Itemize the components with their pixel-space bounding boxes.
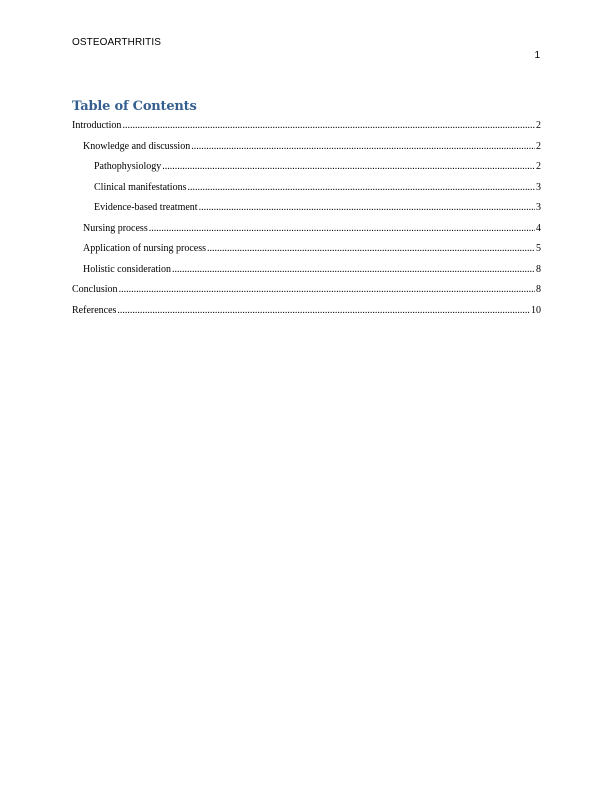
toc-entry-page: 8 xyxy=(536,263,541,275)
toc-entry-page: 4 xyxy=(536,222,541,234)
toc-dot-leader xyxy=(187,181,535,194)
toc-dot-leader xyxy=(122,119,535,132)
toc-dot-leader xyxy=(172,263,535,276)
toc-entry-application-of-nursing-process[interactable] xyxy=(72,242,541,263)
toc-dot-leader xyxy=(162,160,535,173)
toc-entry-references[interactable] xyxy=(72,304,541,325)
toc-entry-label: Knowledge and discussion xyxy=(83,140,191,152)
toc-entry-page: 3 xyxy=(536,202,541,213)
toc-entry-page: 3 xyxy=(536,181,541,193)
toc-entry-label: Conclusion xyxy=(72,284,118,295)
toc-entry-pathophysiology[interactable] xyxy=(72,160,541,181)
table-of-contents xyxy=(72,119,541,324)
toc-entry-page: 8 xyxy=(536,284,541,295)
toc-dot-leader xyxy=(117,304,530,317)
toc-entry-page: 2 xyxy=(536,140,541,152)
toc-entry-holistic-consideration[interactable] xyxy=(72,263,541,284)
toc-dot-leader xyxy=(149,222,535,235)
page-number: 1 xyxy=(534,50,540,61)
toc-entry-evidence-based-treatment[interactable] xyxy=(72,201,541,222)
toc-dot-leader xyxy=(207,242,535,255)
toc-entry-page: 5 xyxy=(536,243,541,254)
toc-dot-leader xyxy=(199,201,535,214)
toc-entry-page: 10 xyxy=(531,304,541,316)
toc-entry-label: Evidence-based treatment xyxy=(94,202,198,213)
toc-entry-label: Holistic consideration xyxy=(83,263,172,275)
toc-entry-clinical-manifestations[interactable] xyxy=(72,181,541,202)
running-header-title: OSTEOARTHRITIS xyxy=(72,37,162,48)
toc-entry-label: Nursing process xyxy=(83,222,148,234)
toc-dot-leader xyxy=(119,283,535,296)
toc-entry-page: 2 xyxy=(536,161,541,172)
toc-dot-leader xyxy=(191,140,535,153)
toc-entry-label: Introduction xyxy=(72,120,122,131)
toc-entry-page: 2 xyxy=(536,120,541,131)
toc-entry-label: Clinical manifestations xyxy=(94,181,187,193)
toc-entry-introduction[interactable] xyxy=(72,119,541,140)
toc-entry-nursing-process[interactable] xyxy=(72,222,541,243)
toc-entry-label: Pathophysiology xyxy=(94,161,162,172)
toc-heading: Table of Contents xyxy=(72,99,197,114)
toc-entry-knowledge-and-discussion[interactable] xyxy=(72,140,541,161)
toc-entry-label: Application of nursing process xyxy=(83,243,207,254)
toc-entry-conclusion[interactable] xyxy=(72,283,541,304)
toc-entry-label: References xyxy=(72,304,117,316)
